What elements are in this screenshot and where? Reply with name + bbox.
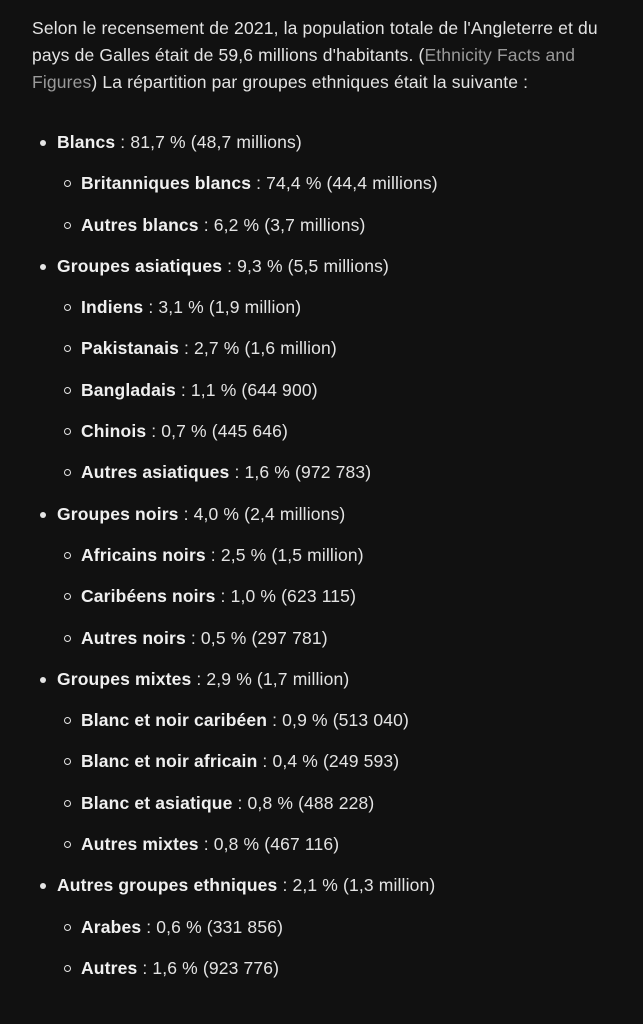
subgroup-name: Indiens — [81, 297, 144, 318]
list-item-subgroup — [32, 783, 611, 824]
subgroup-value: : 1,6 % (972 783) — [229, 462, 372, 483]
list-item-subgroup — [32, 907, 611, 948]
list-item-subgroup — [32, 411, 611, 452]
group-name: Groupes mixtes — [57, 668, 192, 689]
subgroup-value: : 0,5 % (297 781) — [185, 627, 328, 648]
group-name: Groupes noirs — [57, 503, 179, 524]
list-item-group — [32, 246, 611, 287]
list-item-group — [32, 494, 611, 535]
subgroup-name: Blanc et asiatique — [81, 792, 233, 813]
subgroup-name: Arabes — [81, 916, 142, 937]
subgroup-value: : 0,4 % (249 593) — [257, 751, 400, 772]
subgroup-name: Blanc et noir africain — [81, 751, 258, 772]
intro-text-after: ) La répartition par groupes ethniques était la suivante : — [91, 72, 529, 92]
list-item-subgroup — [32, 328, 611, 369]
subgroup-value: : 2,5 % (1,5 million) — [205, 544, 364, 565]
list-item-subgroup — [32, 824, 611, 865]
group-value: : 81,7 % (48,7 millions) — [115, 132, 302, 152]
list-item-group — [32, 122, 611, 163]
list-item-subgroup — [32, 700, 611, 741]
subgroup-name: Autres noirs — [81, 627, 186, 648]
subgroup-value: : 1,6 % (923 776) — [137, 957, 280, 978]
subgroup-value: : 3,1 % (1,9 million) — [143, 297, 302, 318]
subgroup-name: Autres — [81, 957, 138, 978]
subgroup-name: Autres blancs — [81, 214, 199, 235]
subgroup-value: : 0,9 % (513 040) — [267, 710, 409, 731]
list-item-subgroup — [32, 741, 611, 782]
list-item-subgroup — [32, 535, 611, 576]
list-item-group — [32, 865, 611, 906]
list-item-subgroup — [32, 948, 611, 989]
intro-paragraph — [32, 15, 611, 96]
list-item-subgroup — [32, 287, 611, 328]
group-value: : 2,1 % (1,3 million) — [277, 875, 436, 896]
subgroup-value: : 0,6 % (331 856) — [141, 916, 284, 937]
list-item-group — [32, 659, 611, 700]
subgroup-value: : 2,7 % (1,6 million) — [178, 338, 337, 359]
source-link[interactable]: Ethnicity Facts and Figures — [32, 45, 576, 92]
subgroup-value: : 0,7 % (445 646) — [146, 421, 289, 442]
group-value: : 9,3 % (5,5 millions) — [222, 255, 389, 276]
subgroup-name: Caribéens noirs — [81, 586, 216, 607]
list-item-subgroup — [32, 205, 611, 246]
subgroup-name: Africains noirs — [81, 544, 206, 565]
subgroup-name: Autres mixtes — [81, 834, 199, 855]
intro-text-before: Selon le recensement de 2021, la population totale de l'Angleterre et du pays de Galles était de 59,6 millions d'habitants. ( — [32, 18, 598, 65]
subgroup-value: : 0,8 % (467 116) — [198, 834, 340, 855]
subgroup-value: : 6,2 % (3,7 millions) — [198, 214, 366, 235]
list-item-subgroup — [32, 370, 611, 411]
subgroup-value: : 1,1 % (644 900) — [175, 379, 318, 400]
group-value: : 4,0 % (2,4 millions) — [178, 503, 346, 524]
subgroup-name: Blanc et noir caribéen — [81, 710, 268, 731]
subgroup-value: : 0,8 % (488 228) — [232, 792, 375, 813]
subgroup-name: Autres asiatiques — [81, 462, 230, 483]
subgroup-name: Bangladais — [81, 379, 176, 400]
subgroup-name: Pakistanais — [81, 338, 179, 359]
list-item-subgroup — [32, 576, 611, 617]
subgroup-value: : 74,4 % (44,4 millions) — [251, 173, 438, 194]
subgroup-value: : 1,0 % (623 115) — [215, 586, 357, 607]
group-name: Autres groupes ethniques — [57, 875, 278, 896]
subgroup-name: Chinois — [81, 421, 147, 442]
list-item-subgroup — [32, 452, 611, 493]
subgroup-name: Britanniques blancs — [81, 173, 252, 194]
group-name: Groupes asiatiques — [57, 255, 223, 276]
list-item-subgroup — [32, 163, 611, 204]
group-value: : 2,9 % (1,7 million) — [191, 668, 350, 689]
ethnic-groups-list — [32, 122, 611, 989]
group-name: Blancs — [57, 132, 116, 152]
list-item-subgroup — [32, 618, 611, 659]
